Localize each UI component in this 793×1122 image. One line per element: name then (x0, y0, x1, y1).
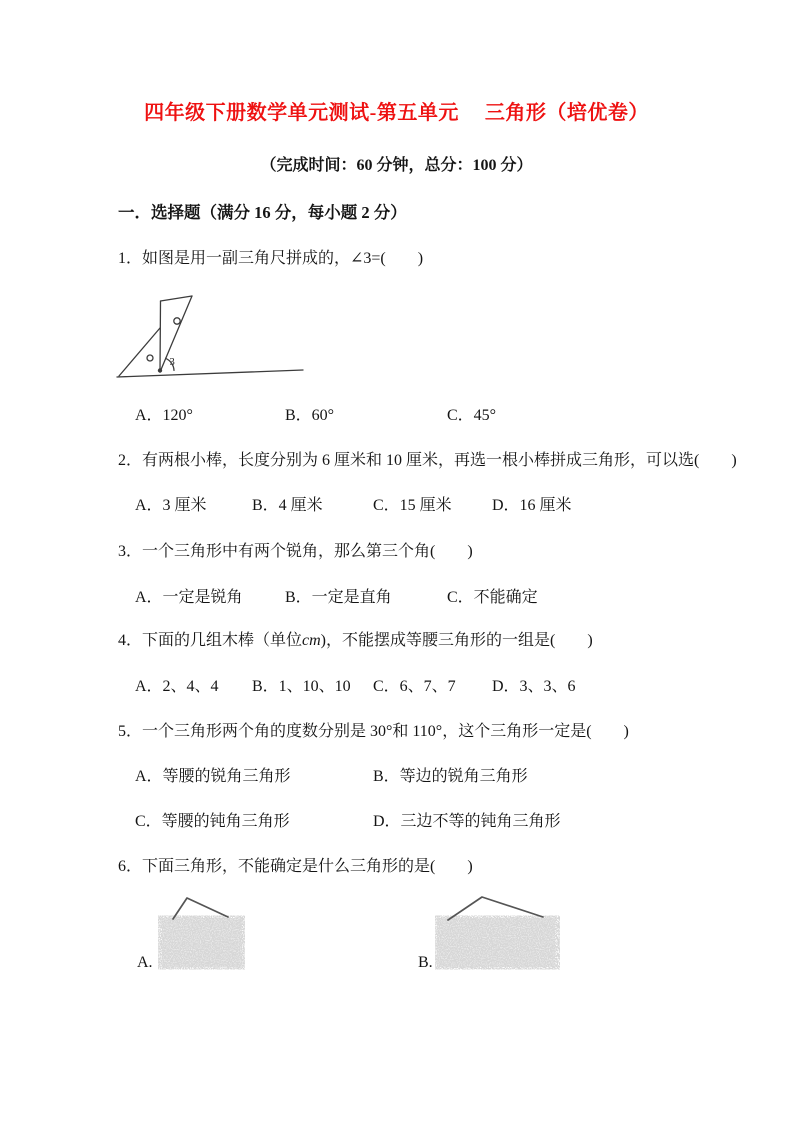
question-1-options (0, 406, 793, 426)
question-4-options (0, 677, 793, 697)
texture-noise-b (437, 918, 555, 967)
question-5-text: 5．一个三角形两个角的度数分别是 30°和 110°，这个三角形一定是( ) (118, 723, 629, 740)
right-ruler-hole (174, 318, 180, 324)
vertical-edge (160, 301, 161, 372)
option-5d: D．三边不等的钝角三角形 (373, 813, 561, 830)
question-5-options-row1 (0, 767, 793, 787)
option-4d: D．3、3、6 (492, 678, 576, 695)
page-title: 四年级下册数学单元测试-第五单元 三角形（培优卷） (144, 102, 649, 124)
option-5c: C．等腰的钝角三角形 (135, 813, 290, 830)
triangle-peak-a (173, 898, 228, 919)
figure-a-label: A. (137, 954, 153, 971)
option-4b: B．1、10、10 (252, 678, 351, 695)
option-1b: B．60° (285, 407, 335, 424)
vertex-dot (158, 368, 162, 372)
option-5a: A．等腰的锐角三角形 (135, 768, 291, 785)
section-heading: 一．选择题（满分 16 分，每小题 2 分） (118, 203, 407, 222)
question-1-text: 1．如图是用一副三角尺拼成的，∠3=( ) (118, 250, 424, 267)
angle-3-label: 3 (169, 357, 175, 368)
baseline (117, 370, 303, 377)
hidden-triangle-figure-a (158, 893, 245, 970)
option-2a: A．3 厘米 (135, 497, 207, 514)
right-ruler-top-edge (161, 296, 193, 301)
option-1c: C．45° (447, 407, 497, 424)
option-3c: C．不能确定 (447, 589, 538, 606)
option-5b: B．等边的锐角三角形 (373, 768, 528, 785)
right-ruler-hypotenuse (160, 296, 192, 372)
triangle-peak-b (448, 897, 543, 920)
option-3a: A．一定是锐角 (135, 589, 243, 606)
left-ruler-hole (147, 355, 153, 361)
question-2-text: 2．有两根小棒，长度分别为 6 厘米和 10 厘米，再选一根小棒拼成三角形，可以选( ) (118, 452, 737, 469)
triangle-rulers-figure (110, 281, 310, 383)
question-6-text: 6．下面三角形，不能确定是什么三角形的是( ) (118, 858, 473, 875)
option-2d: D．16 厘米 (492, 497, 572, 514)
question-3-options (0, 588, 793, 608)
option-2c: C．15 厘米 (373, 497, 452, 514)
exam-time-score-info: （完成时间：60 分钟，总分：100 分） (260, 157, 533, 174)
option-4a: A．2、4、4 (135, 678, 219, 695)
hidden-triangle-figure-b (435, 890, 560, 970)
option-3b: B．一定是直角 (285, 589, 392, 606)
option-1a: A．120° (135, 407, 193, 424)
question-2-options (0, 496, 793, 516)
question-5-options-row2 (0, 812, 793, 832)
question-3-text: 3．一个三角形中有两个锐角，那么第三个角( ) (118, 543, 473, 560)
question-4-unit-cm: cm (302, 632, 321, 649)
option-2b: B．4 厘米 (252, 497, 323, 514)
option-4c: C．6、7、7 (373, 678, 456, 695)
left-ruler-hypotenuse (119, 328, 160, 376)
figure-b-label: B. (418, 954, 433, 971)
texture-noise-a (162, 918, 242, 967)
question-4-text-pre: 4．下面的几组木棒（单位 (118, 632, 303, 649)
question-4-text-post: )，不能摆成等腰三角形的一组是( ) (320, 632, 593, 649)
question-4-text (118, 631, 593, 651)
